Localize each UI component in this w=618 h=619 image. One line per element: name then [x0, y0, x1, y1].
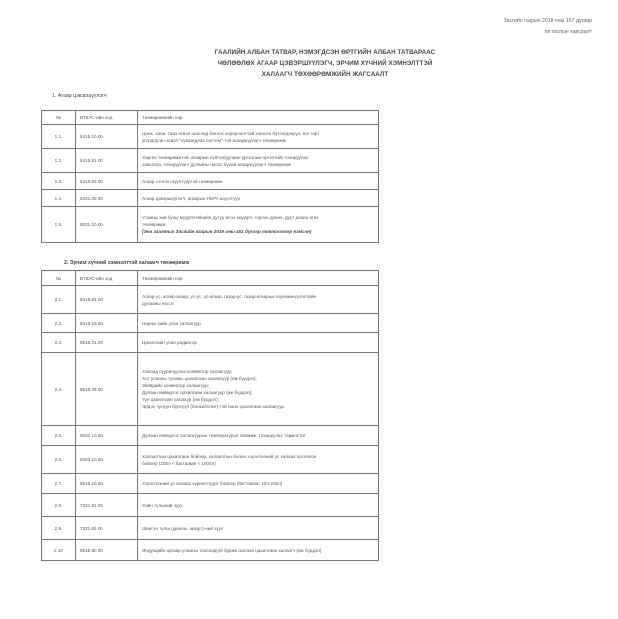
row-code: 8415.10.00	[76, 125, 138, 149]
table-row	[42, 190, 379, 207]
row-code: 7321.82.00	[76, 517, 138, 540]
row-name	[138, 494, 379, 517]
row-no: 2.1.	[42, 286, 76, 314]
table-row	[42, 314, 379, 333]
row-name	[138, 540, 379, 561]
row-code: 8403.10.00	[76, 446, 138, 474]
header-code: БТКУС-ийн код	[76, 271, 138, 286]
table-row	[42, 353, 379, 426]
row-code: 8516.60.00	[76, 540, 138, 561]
row-no: 1.4.	[42, 190, 76, 207]
header-no: №	[42, 271, 76, 286]
row-no: 2.4.	[42, 353, 76, 426]
row-code: 8516.10.00	[76, 474, 138, 494]
header-name: Төхөөрөмжийн нэр	[138, 111, 379, 125]
row-name-line: Хананд суурилуулах конвектор халаагуур;	[142, 369, 233, 374]
row-no: 2.10	[42, 540, 76, 561]
header-no: №	[42, 111, 76, 125]
row-no: 1.5.	[42, 207, 76, 243]
table-row	[42, 540, 379, 561]
row-name-line: Хийн түлшний зуух	[142, 502, 183, 508]
row-name-line: Утааны хий буюу мууртсгийнийн дутуу исэл мэдэрч, гэрлэн дохио, дуут дохио өгөх	[142, 215, 319, 220]
row-name-line: Хэрэглээний ус халаах хуримтлуурт бойлер (багтаамж: 10л-200л)	[142, 481, 283, 486]
row-no: 1.2.	[42, 149, 76, 173]
annex-line: Засгийн газрын 2018 оны 157 дугаар	[503, 18, 592, 24]
row-no: 2.5.	[42, 426, 76, 446]
table-row	[42, 125, 379, 149]
table-row	[42, 446, 379, 474]
row-no: 2.3.	[42, 333, 76, 353]
row-name	[138, 474, 379, 494]
row-code: 9032.10.00	[76, 426, 138, 446]
row-code: 8418.61.00	[76, 286, 138, 314]
row-name-line: Дулаан ниведлэс цахилгаан халаагуур (иж бүрдэл);	[142, 390, 253, 395]
row-name-line: Шингэн түлш (дизель, мазут)-ний зуух	[142, 525, 224, 531]
row-name-line: Нарны зайн усан халаагуур	[142, 320, 201, 326]
row-name	[138, 333, 379, 353]
row-no: 2.7.	[42, 474, 76, 494]
row-name	[138, 286, 379, 314]
document-title	[160, 48, 490, 80]
title-line: ХАЛААГЧ ТӨХӨӨРӨМЖИЙН ЖАГСААЛТ	[261, 70, 389, 78]
row-name	[138, 426, 379, 446]
row-name-line: Цахилгаан усан радиатор	[142, 340, 197, 345]
row-name	[138, 446, 379, 474]
row-name-line: Халаалтын цахилгаан бойлер, халаалтын болон хэрэглээний ус халаах хосолсон	[142, 453, 317, 459]
table-row	[42, 426, 379, 446]
row-name-line: бойлер (200л < багтаамж < 1000л)	[142, 460, 216, 466]
title-line: ЧӨЛӨӨЛӨХ АГААР ЦЭВЭРШҮҮЛЭГЧ, ЭРЧИМ ХҮЧНИЙ ХЭМНЭЛТТЭЙ	[217, 59, 433, 67]
table-heaters	[41, 270, 379, 561]
table-row	[42, 286, 379, 314]
row-code: 8531.10.00	[76, 207, 138, 243]
row-name	[138, 173, 379, 190]
annex-line: тогтоолын хавсралт	[543, 28, 592, 35]
row-name-line: Зөөврийн конвектор халаагуур;	[142, 383, 210, 388]
table-row	[42, 474, 379, 494]
row-name-line: Хөргөх төхөөрөмжтэй, агаарын хүйтэн/дулаан урсгалын эргэлтийг тохируулах	[142, 154, 309, 160]
title-line: ГААЛИЙН АЛБАН ТАТВАР, НЭМЭГДСЭН ӨРТГИЙН АЛБАН ТАТВАРААС	[214, 49, 436, 56]
table-row	[42, 333, 379, 353]
row-name-line: төхөөрөмж	[142, 222, 166, 227]
row-name	[138, 353, 379, 426]
row-code: 8415.83.00	[76, 173, 138, 190]
row-code: 8421.39.00	[76, 190, 138, 207]
row-name-line: дулааны насос	[142, 300, 175, 306]
row-code: 8415.81.00	[76, 149, 138, 173]
section-1-label: 1. Агаар цэвэршүүлэгч	[52, 93, 107, 99]
row-code: 8516.29.00	[76, 353, 138, 426]
row-name-line: Агаар сэлгэх шүүлтүүртэй төхөөрөмж	[142, 178, 223, 184]
row-name-line: Эрдэс чулуун бүрхүүл (белкаболит)-тэй нано цахилгаан халаагуур	[142, 404, 285, 409]
row-no: 1.3.	[42, 173, 76, 190]
row-name	[138, 149, 379, 173]
row-name	[138, 207, 379, 243]
row-name-line: угсрагдсан эсвэл "хуваагдлах систем"-тэй агааржуулагч төхөөрөмж	[142, 137, 286, 143]
table-row	[42, 517, 379, 540]
row-name	[138, 190, 379, 207]
table-row	[42, 494, 379, 517]
row-no: 2.2.	[42, 314, 76, 333]
row-name-line: Индукцийн аргаар улааны тоосоодгүй буржи шатаах цахилгаан халаагч (иж бүрдэл)	[142, 547, 322, 553]
table-row	[42, 173, 379, 190]
row-no: 2.9.	[42, 517, 76, 540]
row-name	[138, 125, 379, 149]
row-name-line: Цонх, хана, тааз эсвэл шалэнд бэхлэх зориулалттай хоюсон бүтээгдэхүүн, ног гарт	[142, 130, 320, 136]
table-row	[42, 149, 379, 173]
row-name-line: Хот улааны тулаиы цахилгаан халаагуур (иж бүрдэл);	[142, 376, 257, 381]
row-name-line: Дулаан ниведлэс халаагуурын температурыг хэмжиж, тохируулах термостат	[142, 433, 306, 438]
row-name-line: хавхлага, тохируулагч дулааны насос бүхий агааржуулагч төхөөрөмж	[142, 161, 291, 167]
table-header-row	[42, 271, 379, 286]
row-no: 1.1.	[42, 125, 76, 149]
row-no: 2.8.	[42, 494, 76, 517]
table-row	[42, 207, 379, 243]
row-name-line: Агаар цэвэршүүлэгч, агаарын HEPA шүүлтүүр	[142, 195, 241, 201]
row-name	[138, 314, 379, 333]
annex-note	[392, 16, 592, 37]
row-name	[138, 517, 379, 540]
row-code: 7321.81.00	[76, 494, 138, 517]
header-code: БТКУС-ийн код	[76, 111, 138, 125]
row-name-line: Үүн цахилгаан халааүр (иж бүрдэл);	[142, 397, 219, 402]
row-code: 8516.21.00	[76, 333, 138, 353]
amendment-note: (Энэ заалтыг Засгийн газрын 2019 оны 451 дүгээр тогтоолоор нэмсэн)	[142, 229, 312, 234]
header-name: Төхөөрөмжийн нэр	[138, 271, 379, 286]
table-header-row	[42, 111, 379, 125]
table-air-purifiers	[41, 110, 379, 243]
row-code: 8419.19.00	[76, 314, 138, 333]
section-2-label: 2. Эрчим хүчний хэмнэлттэй халаагч төхөөрөмж	[64, 260, 190, 266]
row-name-line: Агаар-ус, агаар-агаар, ус-ус, ус-агаар, газар-ус, газар-агаарын хэрчимжүүлэлтийн	[142, 293, 317, 299]
row-no: 2.6.	[42, 446, 76, 474]
